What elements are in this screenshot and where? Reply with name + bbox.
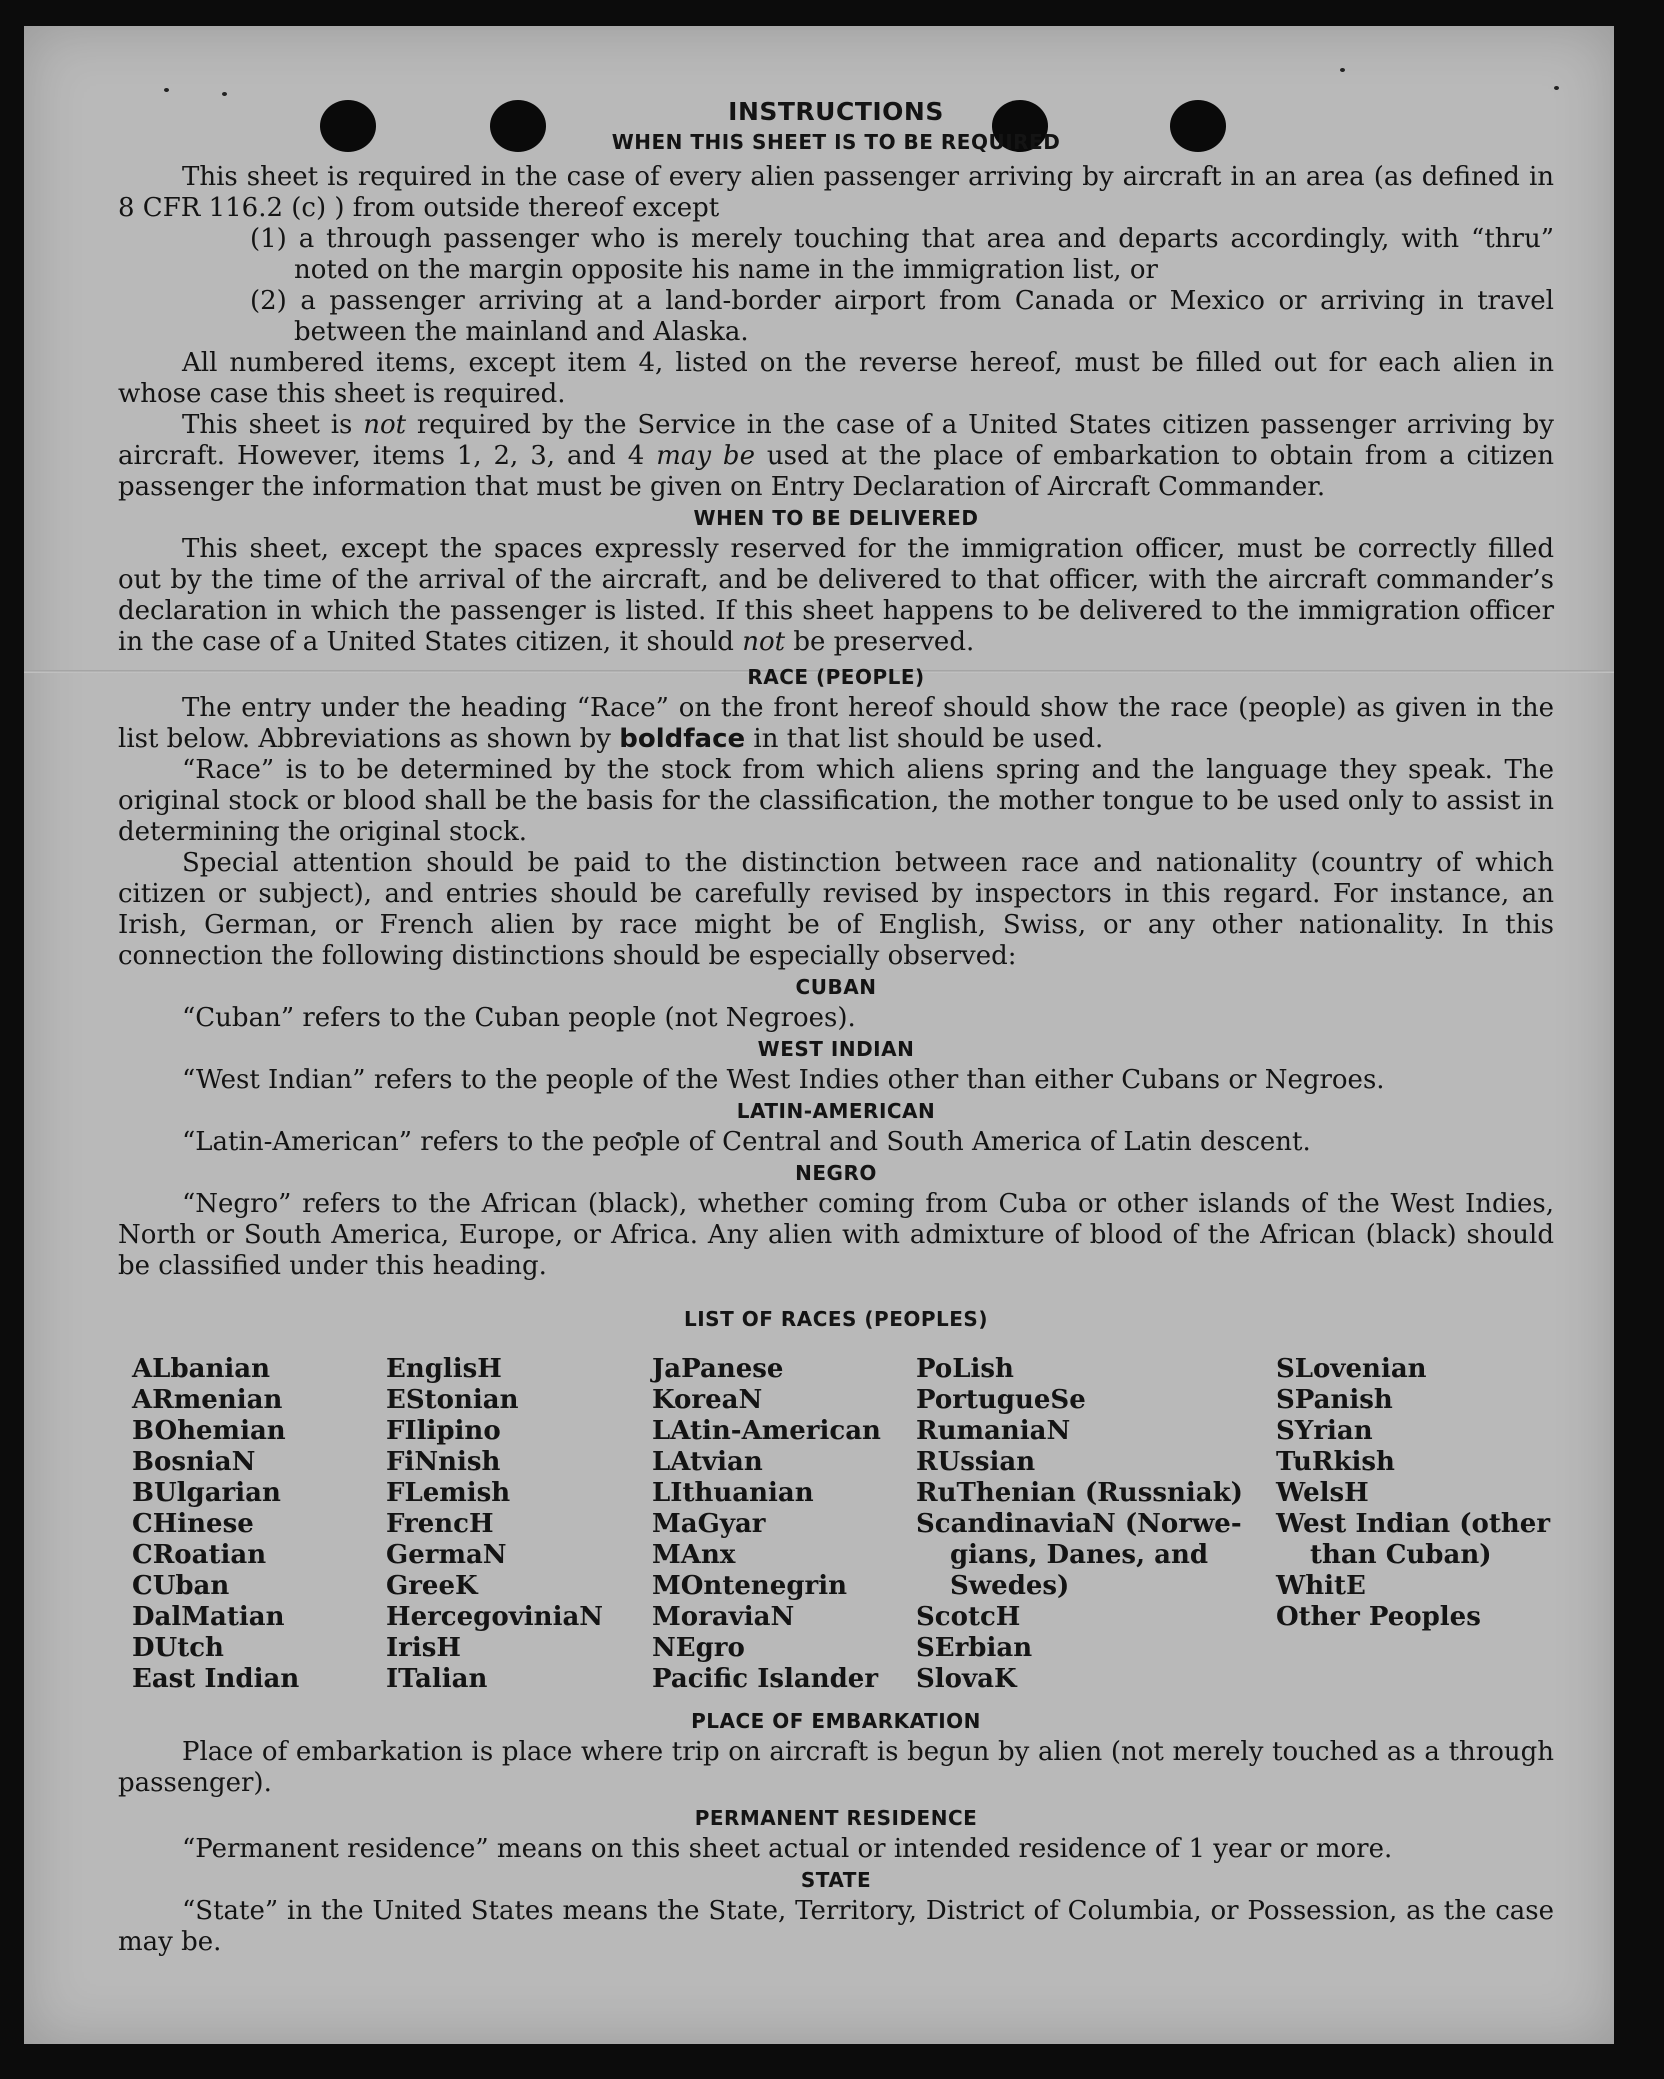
race-entry: NEgro	[652, 1633, 745, 1663]
race-entry: EnglisH	[386, 1354, 502, 1384]
section-heading-west-indian: WEST INDIAN	[757, 1037, 915, 1061]
latin-american-definition: “Latin-American” refers to the people of Central and South America of Latin descent.	[182, 1127, 1311, 1157]
required-paragraph-3	[118, 410, 1554, 503]
race-entry: RUssian	[916, 1447, 1036, 1477]
section-heading-latin-american: LATIN-AMERICAN	[736, 1099, 936, 1123]
race-entry: SLovenian	[1276, 1354, 1427, 1384]
emphasis-not: not	[363, 410, 407, 440]
race-entry: FrencH	[386, 1509, 494, 1539]
races-column-1	[132, 1354, 299, 1695]
race-entry: BUlgarian	[132, 1478, 281, 1508]
race-entry: Swedes)	[950, 1571, 1070, 1601]
race-entry: DalMatian	[132, 1602, 285, 1632]
race-entry: LIthuanian	[652, 1478, 814, 1508]
race-entry: LAtin-American	[652, 1416, 881, 1446]
race-entry: SPanish	[1276, 1385, 1393, 1415]
embarkation-definition: Place of embarkation is place where trip on aircraft is begun by alien (not merely touched as a through passenger).	[118, 1737, 1554, 1798]
race-entry: ScandinaviaN (Norwe-	[916, 1509, 1242, 1539]
west-indian-definition: “West Indian” refers to the people of the West Indies other than either Cubans or Negroes.	[182, 1065, 1385, 1095]
race-entry: RumaniaN	[916, 1416, 1071, 1446]
race-entry: WhitE	[1276, 1571, 1366, 1601]
page-title: INSTRUCTIONS	[728, 97, 944, 126]
race-entry: TuRkish	[1276, 1447, 1395, 1477]
list-of-races-heading: LIST OF RACES (PEOPLES)	[684, 1307, 988, 1331]
race-entry: FIlipino	[386, 1416, 501, 1446]
exception-item-1: (1) a through passenger who is merely touching that area and departs accordingly, with “thru” noted on the margin opposite his name in the immigration list, or	[250, 224, 1554, 285]
race-entry: LAtvian	[652, 1447, 763, 1477]
races-column-5	[1276, 1354, 1550, 1633]
race-entry: GermaN	[386, 1540, 507, 1570]
speck	[1554, 86, 1559, 90]
race-entry: WelsH	[1276, 1478, 1369, 1508]
delivered-paragraph	[118, 534, 1554, 658]
race-entry: ITalian	[386, 1664, 488, 1694]
speck	[1340, 68, 1345, 72]
race-entry: MOntenegrin	[652, 1571, 847, 1601]
race-entry: FLemish	[386, 1478, 511, 1508]
text-run: This sheet, except the spaces expressly reserved for the immigration officer, must be correctly filled out by the time of the arrival of the aircraft, and be delivered to that officer, with the aircraft commander’s declaration in which the passenger is listed. If this sheet happens to be delivered to the immigration officer in the case of a United States citizen, it should	[118, 534, 1554, 657]
race-entry: SYrian	[1276, 1416, 1373, 1446]
races-column-4	[916, 1354, 1243, 1695]
races-column-2	[386, 1354, 603, 1695]
section-heading-residence: PERMANENT RESIDENCE	[694, 1806, 978, 1830]
race-entry: PortugueSe	[916, 1385, 1086, 1415]
race-entry: ARmenian	[132, 1385, 283, 1415]
text-run: This sheet is	[182, 410, 364, 440]
race-entry: SErbian	[916, 1633, 1033, 1663]
race-entry: GreeK	[386, 1571, 478, 1601]
race-entry: HercegoviniaN	[386, 1602, 604, 1632]
race-entry: MaGyar	[652, 1509, 766, 1539]
residence-definition: “Permanent residence” means on this sheet actual or intended residence of 1 year or more.	[182, 1834, 1393, 1864]
race-entry: than Cuban)	[1310, 1540, 1492, 1570]
race-entry: FiNnish	[386, 1447, 501, 1477]
race-entry: JaPanese	[652, 1354, 784, 1384]
race-entry: BosniaN	[132, 1447, 256, 1477]
text-run: in that list should be used.	[745, 724, 1104, 754]
section-heading-race: RACE (PEOPLE)	[747, 665, 925, 689]
race-entry: Pacific Islander	[652, 1664, 879, 1694]
required-paragraph-1: This sheet is required in the case of every alien passenger arriving by aircraft in an area (as defined in 8 CFR 116.2 (c) ) from outside thereof except	[118, 162, 1554, 223]
race-entry: BOhemian	[132, 1416, 286, 1446]
race-paragraph-2: “Race” is to be determined by the stock from which aliens spring and the language they speak. The original stock or blood shall be the basis for the classification, the mother tongue to be used only to assist in determining the original stock.	[118, 755, 1554, 847]
emphasis-may-be: may be	[656, 441, 755, 471]
race-entry: ALbanian	[132, 1354, 271, 1384]
text-run: be preserved.	[785, 627, 975, 657]
section-heading-embarkation: PLACE OF EMBARKATION	[691, 1709, 981, 1733]
race-entry: CRoatian	[132, 1540, 267, 1570]
negro-definition: “Negro” refers to the African (black), whether coming from Cuba or other islands of the West Indies, North or South America, Europe, or Africa. Any alien with admixture of blood of the African (black) should be classified under this heading.	[118, 1189, 1554, 1281]
text-run: The entry under the heading “Race” on the front hereof should show the race (people) as given in the list below. Abbreviations as shown by	[118, 693, 1554, 754]
races-list	[132, 1354, 1562, 1694]
race-entry: MAnx	[652, 1540, 736, 1570]
race-entry: CUban	[132, 1571, 230, 1601]
race-entry: CHinese	[132, 1509, 254, 1539]
boldface-word: boldface	[619, 724, 746, 754]
race-entry: Other Peoples	[1276, 1602, 1481, 1632]
state-definition: “State” in the United States means the State, Territory, District of Columbia, or Possession, as the case may be.	[118, 1896, 1554, 1957]
race-entry: DUtch	[132, 1633, 224, 1663]
section-heading-state: STATE	[800, 1868, 872, 1892]
section-heading-required: WHEN THIS SHEET IS TO BE REQUIRED	[611, 130, 1061, 154]
race-entry: ScotcH	[916, 1602, 1021, 1632]
speck	[164, 88, 169, 92]
text-run: used at the place of embarkation to obtain from a citizen passenger the information that must be given on Entry Declaration of Aircraft Commander.	[118, 441, 1555, 502]
race-entry: SlovaK	[916, 1664, 1017, 1694]
race-entry: MoraviaN	[652, 1602, 795, 1632]
race-entry: East Indian	[132, 1664, 300, 1694]
race-paragraph-1	[118, 693, 1554, 755]
section-heading-delivered: WHEN TO BE DELIVERED	[693, 506, 979, 530]
races-column-3	[652, 1354, 881, 1695]
required-paragraph-2: All numbered items, except item 4, listed on the reverse hereof, must be filled out for each alien in whose case this sheet is required.	[118, 348, 1554, 409]
closing-sections	[118, 1706, 1554, 1958]
race-entry: IrisH	[386, 1633, 461, 1663]
race-entry: gians, Danes, and	[950, 1540, 1209, 1570]
section-heading-cuban: CUBAN	[795, 975, 877, 999]
race-entry: EStonian	[386, 1385, 519, 1415]
race-entry: PoLish	[916, 1354, 1014, 1384]
instructions-body	[118, 96, 1554, 1335]
race-entry: RuThenian (Russniak)	[916, 1478, 1243, 1508]
race-entry: KoreaN	[652, 1385, 763, 1415]
emphasis-not: not	[742, 627, 786, 657]
race-paragraph-3: Special attention should be paid to the distinction between race and nationality (country of which citizen or subject), and entries should be carefully revised by inspectors in this regard. For instance, an Irish, German, or French alien by race might be of English, Swiss, or any other nationality. In this connection the following distinctions should be especially observed:	[118, 848, 1554, 971]
text-run: required by the Service in the case of a United States citizen passenger arriving by aircraft. However, items 1, 2, 3, and 4	[118, 410, 1554, 471]
exception-item-2: (2) a passenger arriving at a land-border airport from Canada or Mexico or arriving in travel between the mainland and Alaska.	[250, 286, 1554, 347]
cuban-definition: “Cuban” refers to the Cuban people (not Negroes).	[182, 1003, 856, 1033]
race-entry: West Indian (other	[1276, 1509, 1551, 1539]
section-heading-negro: NEGRO	[795, 1161, 877, 1185]
